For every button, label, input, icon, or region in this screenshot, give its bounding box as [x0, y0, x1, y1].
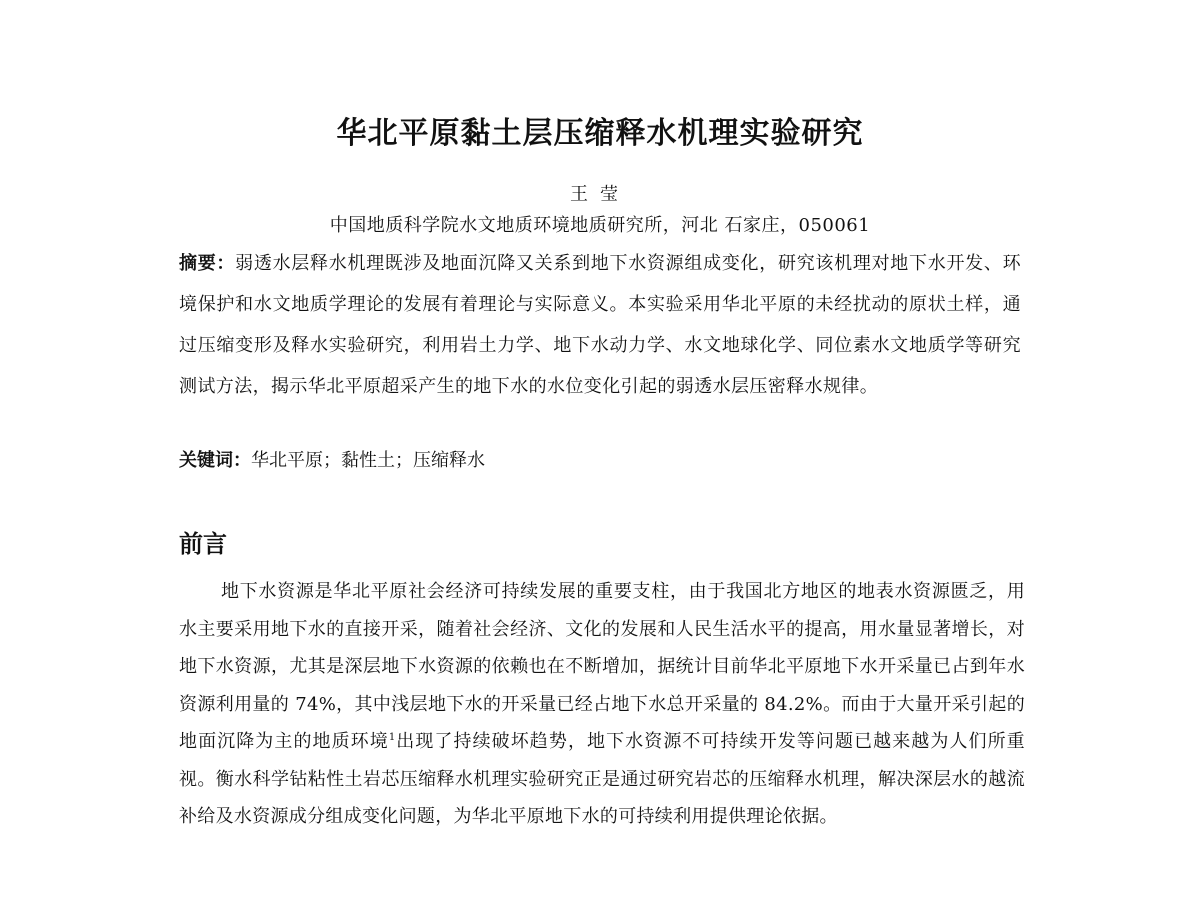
abstract: [179, 243, 1021, 407]
paper-title: 华北平原黏土层压缩释水机理实验研究: [336, 116, 864, 151]
keywords: [179, 447, 1021, 475]
keywords-text: 华北平原；黏性土；压缩释水: [251, 450, 485, 471]
citation-superscript: 1: [388, 732, 396, 743]
author-name: 王莹: [570, 184, 630, 205]
keywords-label: 关键词：: [179, 450, 251, 471]
abstract-text: 弱透水层释水机理既涉及地面沉降又关系到地下水资源组成变化，研究该机理对地下水开发、环境保护和水文地质学理论的发展有着理论与实际意义。本实验采用华北平原的未经扰动的原状土样，通过压缩变形及释水实验研究，利用岩土力学、地下水动力学、水文地球化学、同位素水文地质学等研究测试方法，揭示华北平原超采产生的地下水的水位变化引起的弱透水层压密释水规律。: [179, 253, 1021, 397]
body-text-part1: 地下水资源是华北平原社会经济可持续发展的重要支柱，由于我国北方地区的地表水资源匮乏，用水主要采用地下水的直接开采，随着社会经济、文化的发展和人民生活水平的提高，用水量显著增长，对地下水资源，尤其是深层地下水资源的依赖也在不断增加，据统计目前华北平原地下水开采量已占到年水资源利用量的 74%，其中浅层地下水的开采量已经占地下水总开采量的 84.2%。而由于大量开采引起的地面沉降为主的地质环境: [179, 581, 1025, 752]
author-affiliation: 中国地质科学院水文地质环境地质研究所，河北 石家庄，050061: [329, 215, 871, 236]
body-text-part2: 出现了持续破坏趋势，地下水资源不可持续开发等问题已越来越为人们所重视。衡水科学钻粘性土岩芯压缩释水机理实验研究正是通过研究岩芯的压缩释水机理，解决深层水的越流补给及水资源成分组成变化问题，为华北平原地下水的可持续利用提供理论依据。: [179, 731, 1025, 827]
section-heading-introduction: 前言: [179, 530, 227, 558]
abstract-label: 摘要：: [179, 253, 236, 274]
introduction-paragraph: [179, 573, 1025, 836]
